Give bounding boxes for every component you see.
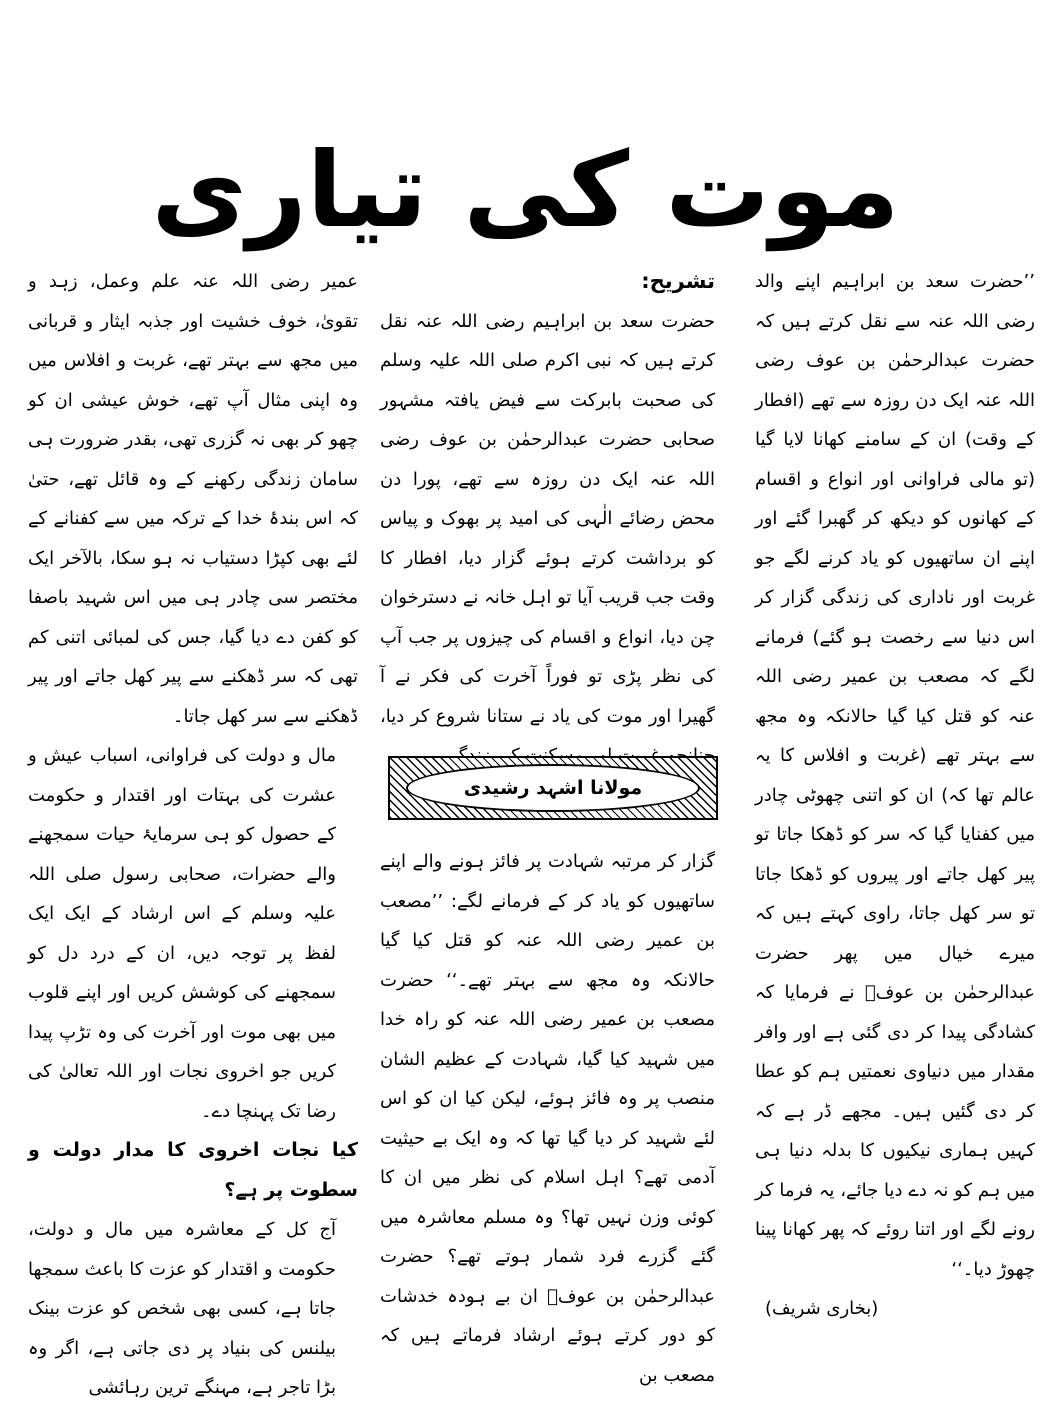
explanation-paragraph-1: حضرت سعد بن ابراہیم رضی اللہ عنہ نقل کرتے ہیں کہ نبی اکرم صلی اللہ علیہ وسلم کی صحبت بابرکت سے فیض یافتہ مشہور صحابی حضرت عبدالرحمٰن بن عوف رضی اللہ عنہ ایک دن روزہ سے تھے، پورا دن محض رضائے الٰہی کی امید پر بھوک و پیاس کو برداشت کرتے ہوئے گزار دیا، افطار کا وقت جب قریب آیا تو اہل خانہ نے دسترخوان چن دیا، انواع و اقسام کی چیزوں پر جب آپ کی نظر پڑی تو فوراً آخرت کی فکر نے آ گھیرا اور موت کی یاد نے ستانا شروع کر دیا، [380, 310, 715, 727]
article-title: موت کی تیاری [151, 129, 900, 251]
left-paragraph-2: مال و دولت کی فراوانی، اسباب عیش و عشرت کی بہتات اور اقتدار و حکومت کے حصول کو ہی سرمایۂ حیات سمجھنے والے حضرات، صحابی رسول صلی اللہ علیہ وسلم کے اس ارشاد کے ایک ایک لفظ پر توجہ دیں، ان کے درد دل کو سمجھنے کی کوشش کریں اور اپنے قلوب میں بھی موت اور آخرت کی وہ تڑپ پیدا کریں جو اخروی نجات اور اللہ تعالیٰ کی رضا تک پہنچا دے۔ [28, 745, 336, 1122]
hadith-text: ’’حضرت سعد بن ابراہیم اپنے والد رضی اللہ عنہ سے نقل کرتے ہیں کہ حضرت عبدالرحمٰن بن عوف رضی اللہ عنہ ایک دن روزہ سے تھے (افطار کے وقت) ان کے سامنے کھانا لایا گیا (تو مالی فراوانی اور انواع و اقسام کے کھانوں کو دیکھ کر گھبرا گئے اور اپنے ان ساتھیوں کو یاد کرنے لگے جو غربت اور ناداری کی زندگی گزار کر اس دنیا سے رخصت ہو گئے) فرمانے لگے کہ مصعب بن عمیر رضی اللہ عنہ کو قتل کیا گیا حالانکہ وہ مجھ سے بہتر تھے (غربت و افلاس کا یہ عالم تھا کہ) ان کو اتنی چھوٹی چادر میں کفنایا گیا کہ سر کو ڈھکا جاتا تو پیر کھل جاتے اور پیروں کو ڈھکا جاتا تو سر کھل جاتا، راوی کہتے ہیں کہ میرے خیال میں پھر حضرت عبدالرحمٰن بن عوفؓ نے فرمایا کہ کشادگی پیدا کر دی گئی ہے اور وافر مقدار میں دنیاوی نعمتیں ہم کو عطا کر دی گئیں ہیں۔ مجھے ڈر ہے کہ کہیں ہماری نیکیوں کا بدلہ دنیا ہی میں ہم کو نہ دے دیا جائے، یہ فرما کر رونے لگے اور اتنا روئے کہ پھر کھانا پینا چھوڑ دیا۔‘‘ [755, 271, 1035, 1280]
column-middle-bottom [380, 842, 715, 1395]
section-heading: تشریح: [641, 269, 715, 293]
author-byline-box [388, 756, 718, 820]
column-middle-top [380, 262, 715, 752]
column-right [755, 262, 1035, 1322]
citation: (بخاری شریف) [765, 1298, 879, 1319]
subheading: کیا نجات اخروی کا مدار دولت و سطوت پر ہے؟ [28, 1139, 358, 1201]
left-paragraph-3: آج کل کے معاشرہ میں مال و دولت، حکومت و اقتدار کو عزت کا باعث سمجھا جاتا ہے، کسی بھی شخص کو عزت بینک بیلنس کی بنیاد پر دی جاتی ہے، اگر وہ بڑا تاجر ہے، مہنگے ترین رہائشی [28, 1219, 336, 1398]
author-name: مولانا اشہد رشیدی [406, 764, 700, 812]
column-left [28, 262, 358, 1398]
left-paragraph-1: عمیر رضی اللہ عنہ علم وعمل، زہد و تقویٰ، خوف خشیت اور جذبہ ایثار و قربانی میں مجھ سے بہتر تھے، غربت و افلاس میں وہ اپنی مثال آپ تھے، خوش عیشی ان کو چھو کر بھی نہ گزری تھی، بقدر ضرورت ہی سامان زندگی رکھنے کے وہ قائل تھے، حتیٰ کہ اس بندۂ خدا کے ترکہ میں سے کفنانے کے لئے بھی کپڑا دستیاب نہ ہو سکا، بالآخر ایک مختصر سی چادر ہی میں اس شہید باصفا کو کفن دے دیا گیا، جس کی لمبائی اتنی کم تھی کہ سر ڈھکنے سے پیر کھل جاتے اور پیر ڈھکنے سے سر کھل جاتا۔ [28, 271, 358, 727]
explanation-paragraph-2: گزار کر مرتبہ شہادت پر فائز ہونے والے اپنے ساتھیوں کو یاد کر کے فرمانے لگے: ’’مصعب بن عمیر رضی اللہ عنہ کو قتل کیا گیا حالانکہ وہ مجھ سے بہتر تھے۔‘‘ حضرت مصعب بن عمیر رضی اللہ عنہ کو راہ خدا میں شہید کیا گیا، شہادت کے عظیم الشان منصب پر وہ فائز ہوئے، لیکن کیا ان کو اس لئے شہید کر دیا گیا تھا کہ وہ ایک بے حیثیت آدمی تھے؟ اہل اسلام کی نظر میں ان کا کوئی وزن نہیں تھا؟ وہ مسلم معاشرہ میں گئے گزرے فرد شمار ہوتے تھے؟ حضرت عبدالرحمٰن بن عوفؓ ان بے ہودہ خدشات کو دور کرتے ہوئے ارشاد فرماتے ہیں کہ مصعب بن [380, 851, 715, 1386]
